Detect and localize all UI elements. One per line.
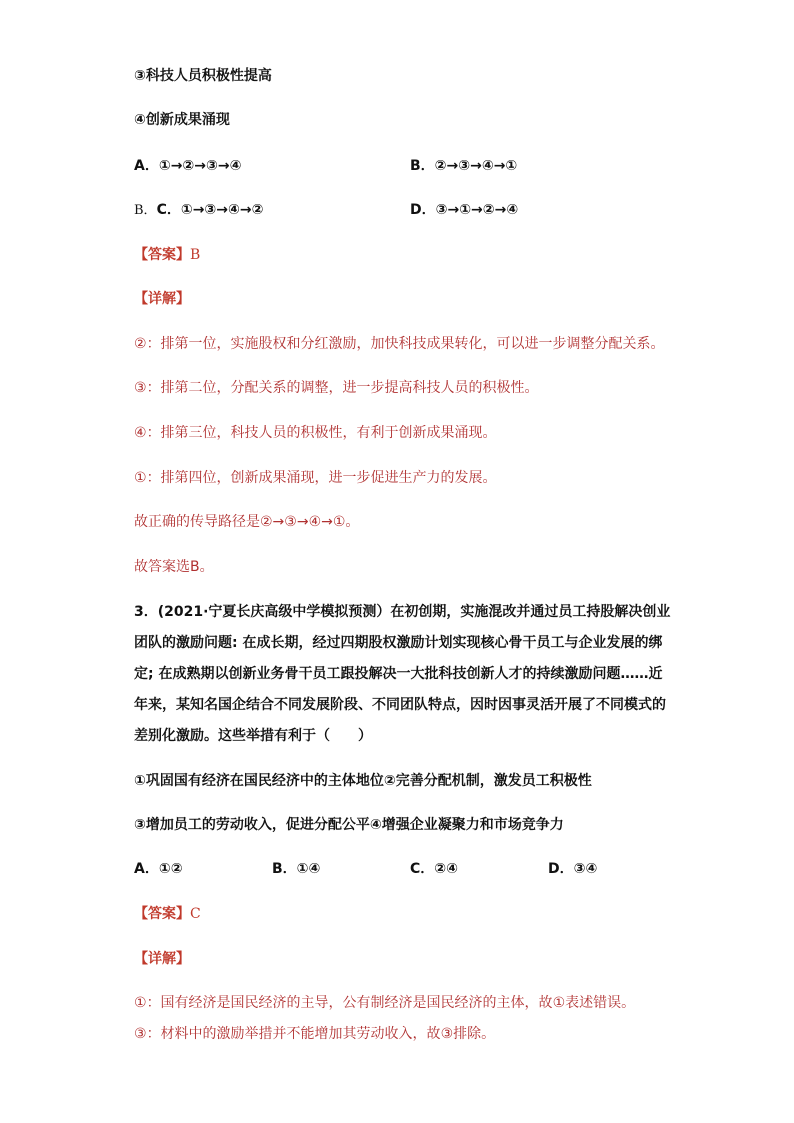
path-value: ②→③→④→① [260,514,346,530]
explanation-text: ：排第三位，科技人员的积极性，有利于创新成果涌现。 [146,425,497,441]
q3-items-1-2: ①巩固国有经济在国民经济中的主体地位②完善分配机制，激发员工积极性 [134,773,592,789]
q2-conclusion: 故答案选B。 [134,559,214,575]
q2-explanation-4 [134,468,497,488]
explanation-text: ：排第四位，创新成果涌现，进一步促进生产力的发展。 [146,470,497,486]
explanation-text: ：排第一位，实施股权和分红激励，加快科技成果转化，可以进一步调整分配关系。 [146,336,665,352]
q3-explanation-1 [134,993,635,1013]
explanation-num-2: ① [552,995,566,1011]
explanation-num: ① [134,470,147,486]
q3-detail-tag [134,949,190,969]
q3-option-a: A．①② [134,861,183,877]
q2-option-d: D．③→①→②→④ [410,202,519,218]
answer-tag: 【答案】 [134,906,190,922]
detail-tag: 【详解】 [134,951,190,967]
path-suffix: 。 [345,514,360,530]
q2-path [134,512,359,532]
q2-explanation-1 [134,334,665,354]
explanation-text: ：材料中的激励举措并不能增加其劳动收入，故 [146,1026,441,1042]
answer-value: B [190,247,201,263]
q2-explanation-2 [134,378,539,398]
q2-item-3: ③科技人员积极性提高 [134,68,272,84]
explanation-text-2: 排除。 [453,1026,496,1042]
q3-stem-line-1: 3．(2021·宁夏长庆高级中学模拟预测）在初创期，实施混改并通过员工持股解决创业 [134,604,671,620]
explanation-text: ：国有经济是国民经济的主导，公有制经济是国民经济的主体，故 [146,995,553,1011]
q3-stem-line-3: 定; 在成熟期以创新业务骨干员工跟投解决一大批科技创新人才的持续激励问题……近 [134,666,663,682]
q3-items-3-4: ③增加员工的劳动收入，促进分配公平④增强企业凝聚力和市场竞争力 [134,817,564,833]
q2-answer [134,245,200,265]
q3-stem-line-5: 差别化激励。这些举措有利于（ ） [134,728,372,744]
q2-option-b: B．②→③→④→① [410,158,518,174]
q2-detail-tag [134,289,190,309]
q3-explanation-2 [134,1024,495,1044]
q2-option-c-prefix: B． [134,203,157,218]
path-prefix: 故正确的传导路径是 [134,514,260,530]
q3-option-b: B．①④ [272,861,321,877]
q2-option-c-row [134,200,263,221]
explanation-text-2: 表述错误。 [565,995,636,1011]
explanation-num: ② [134,336,147,352]
answer-tag: 【答案】 [134,247,190,263]
q2-explanation-3 [134,423,497,443]
q2-option-a: A．①→②→③→④ [134,158,242,174]
explanation-num: ① [134,995,147,1011]
q3-option-d: D．③④ [548,861,598,877]
explanation-num-2: ③ [440,1026,454,1042]
q3-option-c: C．②④ [410,861,458,877]
q3-answer [134,904,201,924]
q2-option-c: C．①→③→④→② [156,202,264,218]
detail-tag: 【详解】 [134,291,190,307]
explanation-num: ④ [134,425,147,441]
explanation-num: ③ [134,380,147,396]
q2-item-4: ④创新成果涌现 [134,112,230,128]
q3-stem-line-2: 团队的激励问题: 在成长期，经过四期股权激励计划实现核心骨干员工与企业发展的绑 [134,635,663,651]
explanation-text: ：排第二位，分配关系的调整，进一步提高科技人员的积极性。 [146,380,539,396]
explanation-num: ③ [134,1026,147,1042]
answer-value: C [190,906,201,922]
q3-stem-line-4: 年来，某知名国企结合不同发展阶段、不同团队特点，因时因事灵活开展了不同模式的 [134,697,666,713]
